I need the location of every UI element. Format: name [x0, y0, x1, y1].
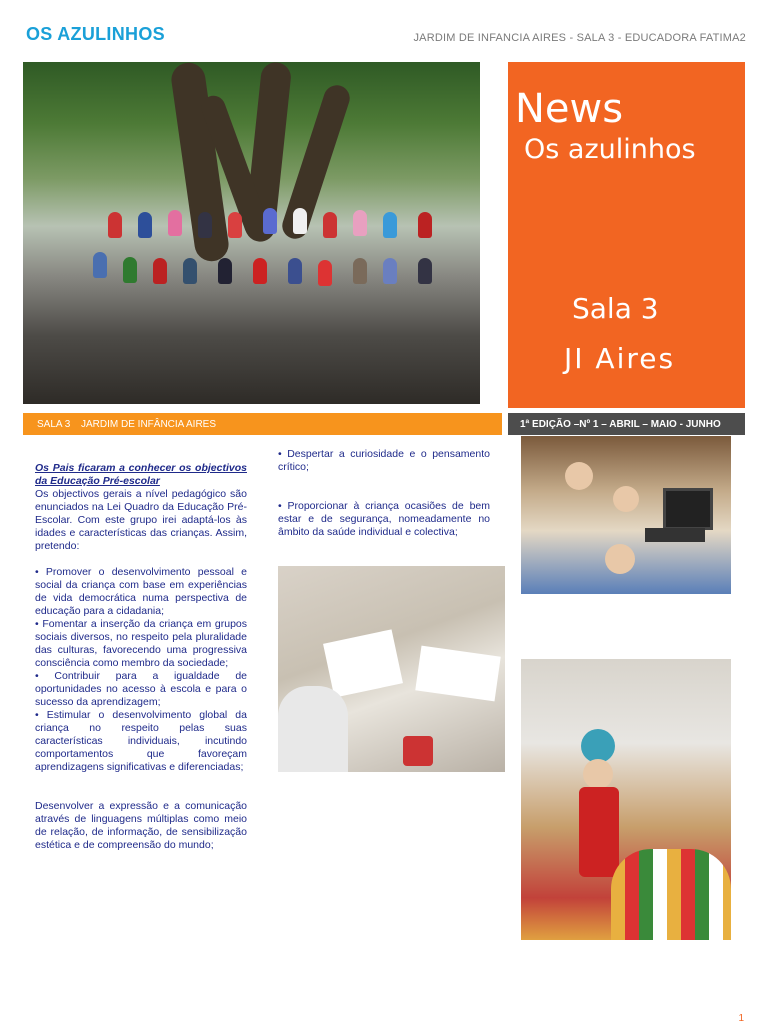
- bullet-6: • Despertar a curiosidade e o pensamento crítico;: [278, 448, 490, 473]
- edition-bar: [508, 413, 745, 435]
- section-bar-left: [23, 413, 502, 435]
- school-label: JI Aires: [564, 342, 676, 375]
- edition-label: 1ª EDIÇÃO –Nº 1 – ABRIL – MAIO - JUNHO: [520, 419, 721, 430]
- bullet-2: • Fomentar a inserção da criança em grupos sociais diversos, no respeito pela pluralidade das culturas, favorecendo uma progressiva consciência como membro da sociedade;: [35, 618, 247, 669]
- brand-title: OS AZULINHOS: [26, 24, 165, 44]
- cover-box: [508, 62, 745, 408]
- room-label: Sala 3: [572, 292, 659, 325]
- page-number: 1: [738, 1013, 744, 1024]
- news-title: News: [515, 86, 624, 132]
- header-subtitle: JARDIM DE INFANCIA AIRES - SALA 3 - EDUCADORA FATIMA2: [413, 32, 746, 44]
- bullet-7: • Proporcionar à criança ocasiões de bem estar e de segurança, nomeadamente no âmbito da saúde individual e colectiva;: [278, 500, 490, 538]
- article-column-1: [35, 462, 247, 852]
- group-photo: [23, 62, 480, 404]
- bullet-3: • Contribuir para a igualdade de oportunidades no acesso à escola e para o sucesso da aprendizagem;: [35, 670, 247, 708]
- classroom-photo: [278, 566, 505, 772]
- bar-room: SALA 3: [37, 419, 71, 430]
- news-subtitle: Os azulinhos: [524, 134, 696, 165]
- article-column-2: [278, 448, 490, 539]
- bullet-5: Desenvolver a expressão e a comunicação através de linguagens múltiplas como meio de relação, de informação, de sensibilização estética e de compreensão do mundo;: [35, 800, 247, 851]
- computer-photo: [521, 436, 731, 594]
- bullet-4: • Estimular o desenvolvimento global da criança no respeito pelas suas características individuais, incutindo comportamentos que favoreçam aprendizagens significativas e diferenciadas;: [35, 709, 247, 773]
- article-heading: Os Pais ficaram a conhecer os objectivos da Educação Pré-escolar: [35, 462, 247, 487]
- bullet-1: • Promover o desenvolvimento pessoal e social da criança com base em experiências de vida democrática numa perspectiva de educação para a cidadania;: [35, 566, 247, 617]
- article-intro: Os objectivos gerais a nível pedagógico são enunciados na Lei Quadro da Educação Pré- Escolar. Com este grupo irei adaptá-los às idades e características das crianças. Assim, pretendo:: [35, 488, 247, 552]
- bar-school: JARDIM DE INFÂNCIA AIRES: [81, 419, 217, 430]
- play-kitchen-photo: [521, 659, 731, 940]
